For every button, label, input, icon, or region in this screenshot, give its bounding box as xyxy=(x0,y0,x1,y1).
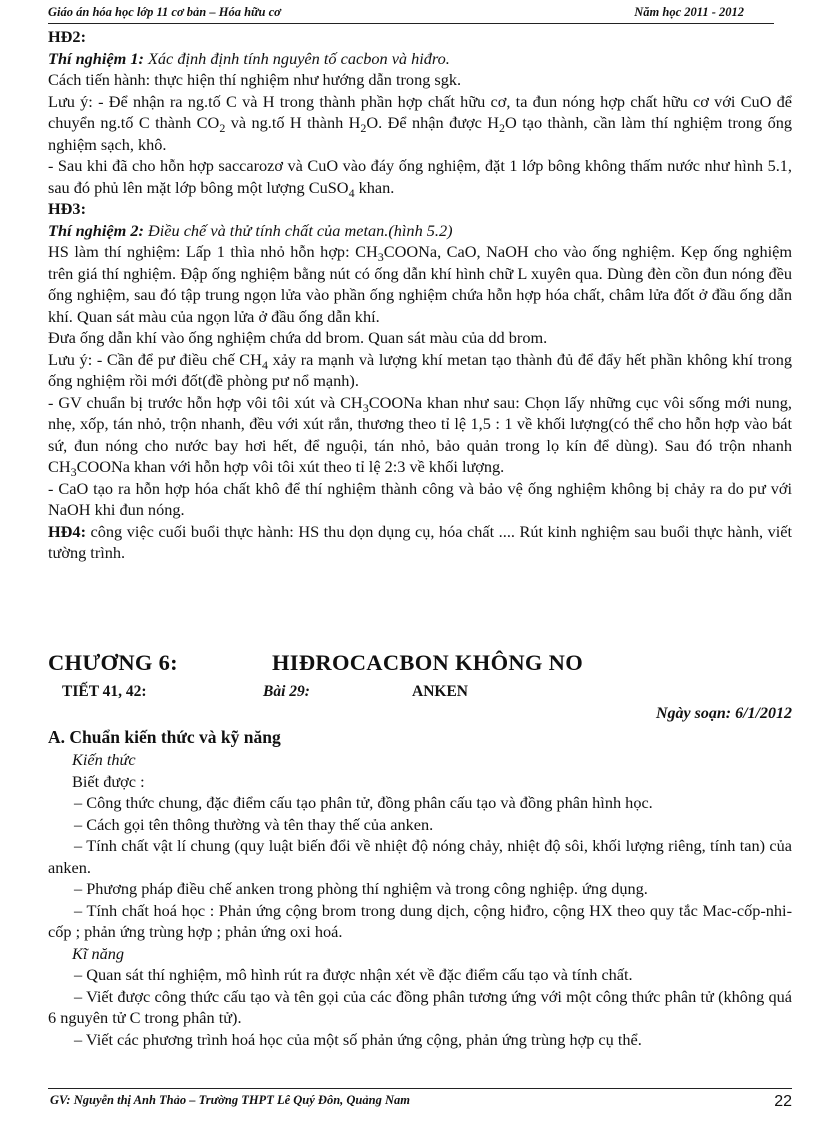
experiment-2-heading xyxy=(48,220,792,242)
page-footer xyxy=(48,1088,792,1119)
experiment-1-title: Xác định định tính nguyên tố cacbon và hiđro. xyxy=(143,48,450,68)
knowledge-item: – Công thức chung, đặc điểm cấu tạo phân tử, đồng phân cấu tạo và đồng phân hình học. xyxy=(74,793,653,812)
skills-label: Kĩ năng xyxy=(72,943,125,963)
experiment-1-heading xyxy=(48,48,792,70)
hd2-line1: Cách tiến hành: thực hiện thí nghiệm như hướng dẫn trong sgk. xyxy=(48,70,462,89)
skill-item: – Viết các phương trình hoá học của một số phản ứng cộng, phản ứng trùng hợp cụ thể. xyxy=(74,1029,642,1049)
page-number: 22 xyxy=(774,1093,792,1110)
skill-item: – Quan sát thí nghiệm, mô hình rút ra được nhận xét về đặc điểm cấu tạo và tính chất. xyxy=(74,965,633,984)
lesson-number: Bài 29: xyxy=(263,683,310,700)
knowledge-item: – Tính chất vật lí chung (quy luật biến đổi về nhiệt độ nóng chảy, nhiệt độ sôi, khối lượng riêng, tính tan) của anken. xyxy=(48,836,792,877)
hd3-p5: - CaO tạo ra hỗn hợp hóa chất khô để thí nghiệm thành công và bảo vệ ống nghiệm không bị chảy ra do pư với NaOH khi đun nóng. xyxy=(48,478,792,519)
section-a xyxy=(48,725,792,1050)
knowledge-item: – Phương pháp điều chế anken trong phòng thí nghiệm và trong công nghiệp. ứng dụng. xyxy=(74,879,648,898)
hd3-p1: HS làm thí nghiệm: Lấp 1 thìa nhỏ hỗn hợp: $CH_3COONa$, CaO, NaOH cho vào ống nghiệm. Kẹp ống nghiệm trên giá thí nghiệm. Đập ống nghiệm bằng nút có ống dẫn khí hình chữ L xuyên qua. Dùng đèn cồn đun nóng đều ống nghiệm, sau đó tập trung ngọn lửa vào phần ống nghiệm chứa hỗn hợp hóa chất, châm lửa đốt ở đầu ống dẫn khí. Quan sát màu của ngọn lửa ở đầu ống dẫn khí. xyxy=(48,242,792,326)
hd4-label: HĐ4: xyxy=(48,521,86,541)
experiment-2-label: Thí nghiệm 2: xyxy=(48,220,144,240)
knowledge-item: – Tính chất hoá học : Phản ứng cộng brom trong dung dịch, cộng hiđro, cộng HX theo quy tắc Mac-cốp-nhi-cốp ; phản ứng trùng hợp ; phản ứng oxi hoá. xyxy=(48,900,792,941)
lesson-title: ANKEN xyxy=(412,683,468,700)
skill-item: – Viết được công thức cấu tạo và tên gọi của các đồng phân tương ứng với một công thức phân tử (không quá 6 nguyên tử C trong phân tử). xyxy=(48,986,792,1027)
hd3-p4: - GV chuẩn bị trước hỗn hợp vôi tôi xút và $CH_3COONa$ khan như sau: Chọn lấy những cục vôi sống mới nung, nhẹ, xốp, tán nhỏ, trộn nhanh, đều với xút rắn, thương theo tỉ lệ 1,5 : 1 về khối lượng(có thể cho hỗn hợp vào bát sứ, đun nóng cho nước bay hơi hết, để nguội, tán nhỏ, bảo quản trong lọ kín để dùng). Sau đó trộn nhanh $CH_3COONa$ khan với hỗn hợp vôi tôi xút theo tỉ lệ 2:3 về khối lượng. xyxy=(48,392,792,479)
chapter-title: HIĐROCACBON KHÔNG NO xyxy=(272,650,584,675)
experiment-2-title: Điều chế và thử tính chất của metan.(hình 5.2) xyxy=(143,220,453,240)
hd2-note: Lưu ý: - Để nhận ra ng.tố C và H trong thành phần hợp chất hữu cơ, ta đun nóng hợp chất hữu cơ với CuO để chuyển ng.tố C thành $CO_2$ và ng.tố H thành $H_2O$. Để nhận được $H_2O$ tạo thành, cần làm thí nghiệm trong ống nghiệm sạch, khô. xyxy=(48,91,792,154)
header-left: Giáo án hóa học lớp 11 cơ bản – Hóa hữu cơ xyxy=(48,5,281,19)
section-a-title: A. Chuẩn kiến thức và kỹ năng xyxy=(48,727,281,747)
experiment-1-label: Thí nghiệm 1: xyxy=(48,48,144,68)
footer-author: GV: Nguyễn thị Anh Thảo – Trường THPT Lê Quý Đôn, Quảng Nam xyxy=(50,1093,410,1107)
hd2-label: HĐ2: xyxy=(48,27,86,46)
header-right: Năm học 2011 - 2012 xyxy=(634,5,744,19)
hd2-line3: - Sau khi đã cho hỗn hợp saccarozơ và CuO vào đáy ống nghiệm, đặt 1 lớp bông không thấm nước như hình 5.1, sau đó phủ lên mặt lớp bông một lượng CuSO$_4$ khan. xyxy=(48,156,792,200)
hd3-p2: Đưa ống dẫn khí vào ống nghiệm chứa dd brom. Quan sát màu của dd brom. xyxy=(48,328,548,347)
hd3-p3: Lưu ý: - Cần để pư điều chế $CH_4$ xảy ra mạnh và lượng khí metan tạo thành đủ để đẩy hết phần không khí trong ống nghiệm rồi mới đốt(đề phòng pư nổ mạnh). xyxy=(48,349,792,390)
knowledge-label: Kiến thức xyxy=(72,750,136,769)
knowledge-intro: Biết được : xyxy=(72,771,145,791)
knowledge-item: – Cách gọi tên thông thường và tên thay thế của anken. xyxy=(74,814,434,834)
hd4-paragraph: HĐ4: công việc cuối buổi thực hành: HS thu dọn dụng cụ, hóa chất .... Rút kinh nghiệm sau buổi thực hành, viết tường trình. xyxy=(48,521,792,562)
hd3-label: HĐ3: xyxy=(48,199,86,218)
chapter-number: CHƯƠNG 6: xyxy=(48,650,178,675)
prepared-date: Ngày soạn: 6/1/2012 xyxy=(656,705,792,722)
main-content xyxy=(48,26,792,564)
lesson-period: TIẾT 41, 42: xyxy=(62,683,147,700)
page-header xyxy=(48,3,774,24)
